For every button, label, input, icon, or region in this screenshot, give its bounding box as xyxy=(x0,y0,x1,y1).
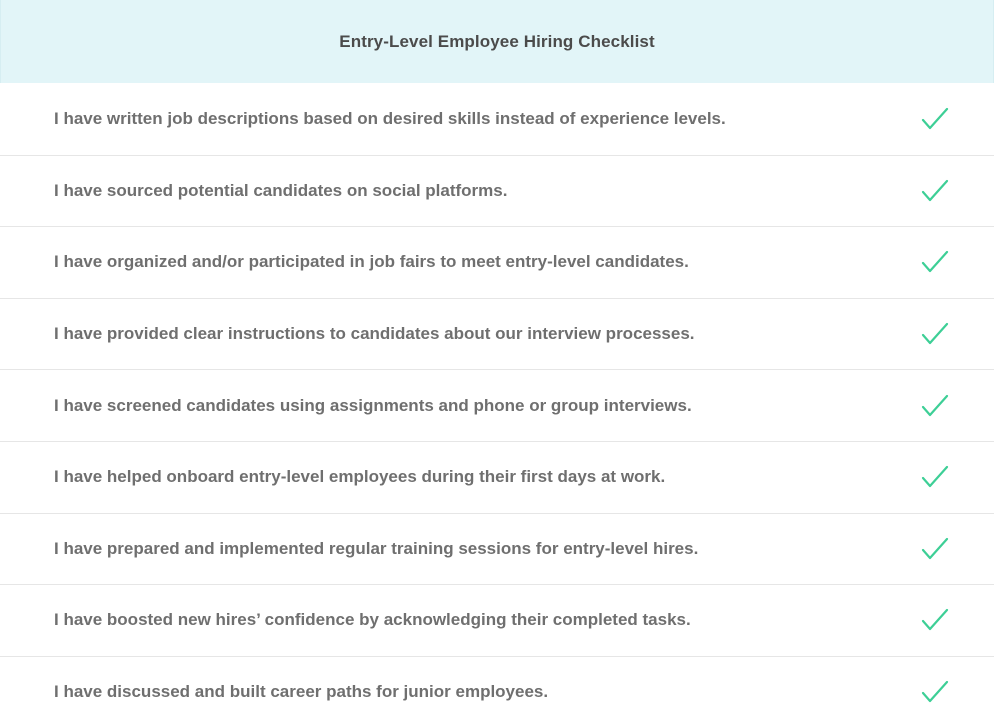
checklist-item xyxy=(0,441,994,513)
checklist-item-label: I have discussed and built career paths for junior employees. xyxy=(54,682,549,702)
checklist-item-label: I have helped onboard entry-level employees during their first days at work. xyxy=(54,467,666,487)
check-icon xyxy=(921,321,949,347)
checklist-item xyxy=(0,656,994,728)
checklist-item xyxy=(0,155,994,227)
checklist-item-label: I have written job descriptions based on desired skills instead of experience levels. xyxy=(54,108,726,128)
checklist-item xyxy=(0,513,994,585)
checklist-items xyxy=(0,83,994,727)
check-icon xyxy=(921,679,949,705)
checklist-item-label: I have sourced potential candidates on social platforms. xyxy=(54,180,508,200)
check-icon xyxy=(921,106,949,132)
page-title: Entry-Level Employee Hiring Checklist xyxy=(339,31,655,51)
checklist-item xyxy=(0,584,994,656)
checklist-item xyxy=(0,226,994,298)
check-icon xyxy=(921,607,949,633)
checklist-item-label: I have provided clear instructions to candidates about our interview processes. xyxy=(54,324,695,344)
checklist-item-label: I have organized and/or participated in job fairs to meet entry-level candidates. xyxy=(54,252,689,272)
checklist-item xyxy=(0,298,994,370)
checklist-item-label: I have screened candidates using assignments and phone or group interviews. xyxy=(54,395,692,415)
check-icon xyxy=(921,178,949,204)
checklist-item-label: I have prepared and implemented regular training sessions for entry-level hires. xyxy=(54,538,699,558)
check-icon xyxy=(921,249,949,275)
check-icon xyxy=(921,536,949,562)
check-icon xyxy=(921,393,949,419)
checklist-item xyxy=(0,369,994,441)
check-icon xyxy=(921,464,949,490)
checklist-header xyxy=(0,0,994,83)
checklist-item xyxy=(0,83,994,155)
checklist-item-label: I have boosted new hires’ confidence by acknowledging their completed tasks. xyxy=(54,610,691,630)
